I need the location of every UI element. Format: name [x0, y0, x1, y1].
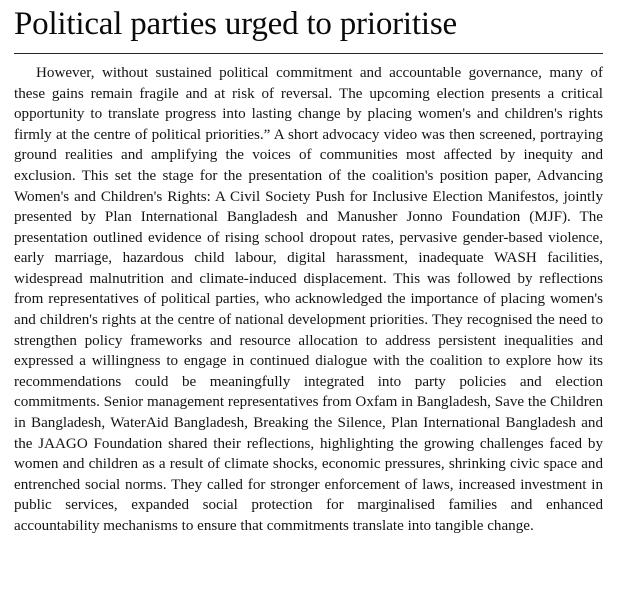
page-title: Political parties urged to prioritise	[14, 6, 457, 42]
headline-divider	[14, 53, 603, 54]
article-body	[14, 63, 603, 537]
article-paragraph: However, without sustained political commitment and accountable governance, many of these gains remain fragile and at risk of reversal. The upcoming election presents a critical opportunity to translate progress into lasting change by placing women's and children's rights firmly at the centre of political priorities.” A short advocacy video was then screened, portraying ground realities and amplifying the voices of communities most affected by inequity and exclusion. This set the stage for the presentation of the coalition's position paper, Advancing Women's and Children's Rights: A Civil Society Push for Inclusive Election Manifestos, jointly presented by Plan International Bangladesh and Manusher Jonno Foundation (MJF). The presentation outlined evidence of rising school dropout rates, pervasive gender-based violence, early marriage, hazardous child labour, digital harassment, inadequate WASH facilities, widespread malnutrition and climate-induced displacement. This was followed by reflections from representatives of political parties, who acknowledged the importance of placing women's and children's rights at the centre of national development priorities. They recognised the need to strengthen policy frameworks and resource allocation to address persistent inequalities and expressed a willingness to engage in continued dialogue with the coalition to explore how its recommendations could be meaningfully integrated into party policies and election commitments. Senior management representatives from Oxfam in Bangladesh, Save the Children in Bangladesh, WaterAid Bangladesh, Breaking the Silence, Plan International Bangladesh and the JAAGO Foundation shared their reflections, highlighting the growing challenges faced by women and children as a result of climate shocks, economic pressures, shrinking civic space and entrenched social norms. They called for stronger enforcement of laws, increased investment in public services, expanded social protection for marginalised families and enhanced accountability mechanisms to ensure that commitments translate into tangible change.	[14, 64, 603, 535]
